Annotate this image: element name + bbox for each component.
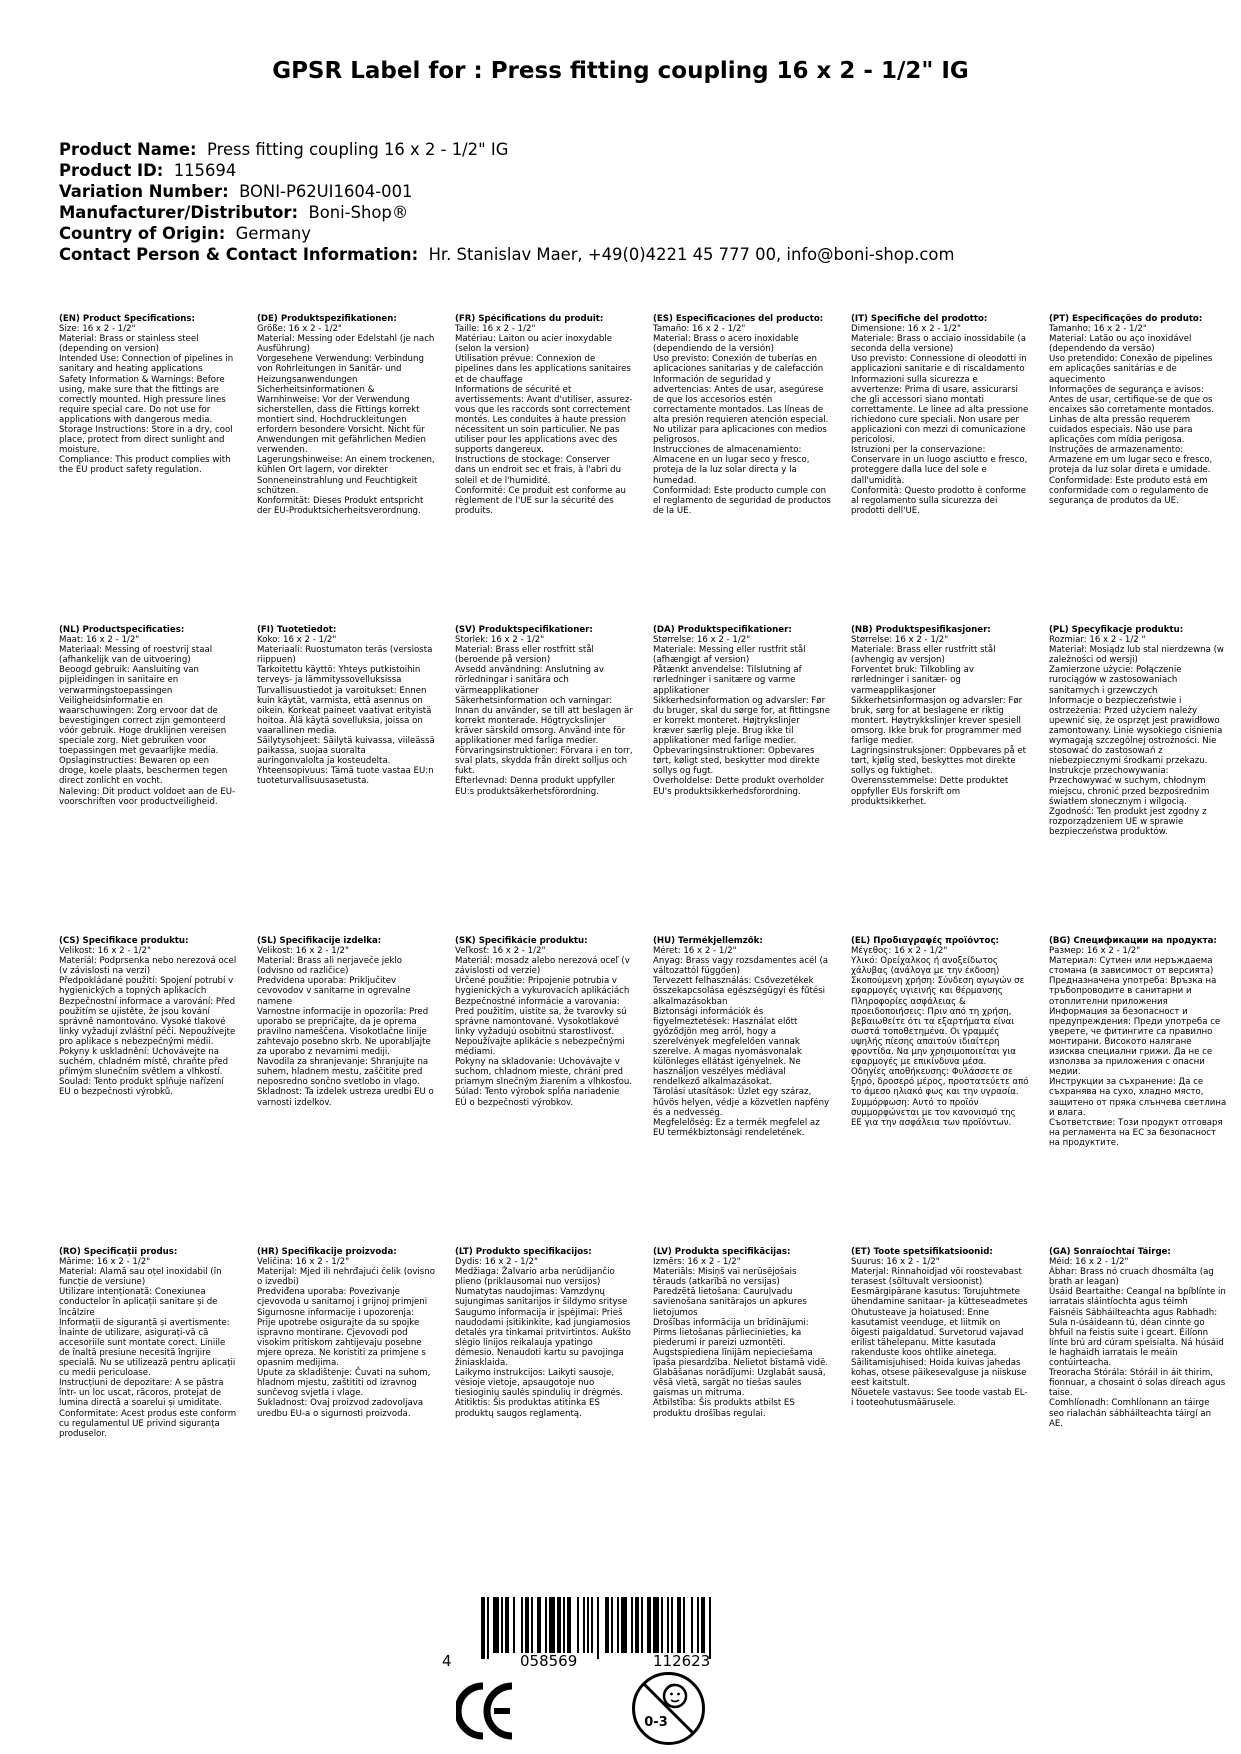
barcode-bar bbox=[557, 1597, 561, 1653]
manufacturer-label: Manufacturer/Distributor: bbox=[59, 203, 299, 222]
barcode-bar bbox=[583, 1597, 585, 1653]
barcode-bar bbox=[647, 1597, 651, 1653]
spec-text: Taille: 16 x 2 - 1/2" Matériau: Laiton ou acier inoxydable (selon la version) Utilisation prévue: Connexion de pipelines dans les applications sanitaires et de chauffage Informations de sécurité et avertissements: Avant d'utiliser, assurez-vous que les raccords sont correctement montés. Les conduites à haute pression nécessitent un soin particulier. Ne pas utiliser pour les applications avec des supports dangereux. Instructions de stockage: Conserver dans un endroit sec et frais, à l'abri du soleil et de l'humidité. Conformité: Ce produit est conforme au règlement de l'UE sur la sécurité des produits. bbox=[455, 324, 633, 516]
spec-block-sl bbox=[257, 936, 455, 1247]
barcode-bar bbox=[677, 1597, 681, 1653]
spec-heading: (EL) Προδιαγραφές προϊόντος: bbox=[851, 936, 999, 946]
spec-block-es bbox=[653, 314, 851, 625]
spec-text: Tamanho: 16 x 2 - 1/2" Material: Latão ou aço inoxidável (dependendo da versão) Uso pretendido: Conexão de pipelines em aplicações sanitárias e de aquecimento Informações de segurança e avisos: Antes de usar, certifique-se de que os encaixes são corretamente montados. Linhas de alta pressão requerem cuidados especiais. Não use para aplicações com mídia perigosa. Instruções de armazenamento: Armazene em um lugar seco e fresco, proteja da luz solar direta e umidade. Conformidade: Este produto está em conformidade com o regulamento de segurança de produtos da UE. bbox=[1049, 324, 1214, 506]
barcode-bar bbox=[563, 1597, 565, 1653]
variation-number-row bbox=[59, 181, 954, 202]
contact-row bbox=[59, 244, 954, 265]
spec-text: Tamaño: 16 x 2 - 1/2" Material: Brass o acero inoxidable (dependiendo de la versión) Uso previsto: Conexión de tuberías en aplicaciones sanitarias y de calefacción Información de seguridad y advertencias: Antes de usar, asegúrese de que los accesorios estén correctamente montados. Las líneas de alta presión requieren atención especial. No utilizar para aplicaciones con medios peligrosos. Instrucciones de almacenamiento: Almacene en un lugar seco y fresco, proteja de la luz solar directa y la humedad. Conformidad: Este producto cumple con el reglamento de seguridad de productos de la UE. bbox=[653, 324, 831, 516]
spec-heading: (DA) Produktspecifikationer: bbox=[653, 625, 792, 635]
page-title: GPSR Label for : Press fitting coupling 16 x 2 - 1/2" IG bbox=[272, 58, 969, 84]
contact-label: Contact Person & Contact Information: bbox=[59, 245, 419, 264]
spec-block-fr bbox=[455, 314, 653, 625]
spec-heading: (LT) Produkto specifikacijos: bbox=[455, 1247, 592, 1257]
barcode-digits-right: 112623 bbox=[653, 1652, 711, 1670]
country-of-origin-row bbox=[59, 223, 954, 244]
barcode-bar bbox=[537, 1597, 541, 1653]
spec-text: Veličina: 16 x 2 - 1/2" Materijal: Mjed ili nehrđajući čelik (ovisno o izvedbi) Predviđena uporaba: Povezivanje cjevovoda u sanitarnoj i grijnoj primjeni Sigurnosne informacije i upozorenja: Prije upotrebe osigurajte da su spojke ispravno montirane. Cjevovodi pod visokim pritiskom zahtijevaju posebne mjere opreza. Ne koristiti za primjene s opasnim medijima. Upute za skladištenje: Čuvati na suhom, hladnom mjestu, zaštititi od izravnog sunčevog svjetla i vlage. Sukladnost: Ovaj proizvod zadovoljava uredbu EU-a o sigurnosti proizvoda. bbox=[257, 1257, 435, 1419]
barcode-bar bbox=[661, 1597, 663, 1653]
spec-heading: (EN) Product Specifications: bbox=[59, 314, 195, 324]
barcode-bar bbox=[487, 1597, 489, 1659]
barcode-bar bbox=[525, 1597, 529, 1653]
spec-text: Размер: 16 x 2 - 1/2" Материал: Сутиен или неръждаема стомана (в зависимост от версията) Предназначена употреба: Връзка на тръбопроводите в санитарни и отоплителни приложения Информация за безопасност и предупреждения: Преди употреба се уверете, че фитингите са правилно монтирани. Високото налягане изисква специални грижи. Да не се използва за приложения с опасни медии. Инструкции за съхранение: Да се съхранява на сухо, хладно място, защитено от пряка слънчева светлина и влага. Съответствие: Този продукт отговаря на регламента на ЕС за безопасност на продуктите. bbox=[1049, 946, 1227, 1148]
spec-block-sk bbox=[455, 936, 653, 1247]
barcode-bar bbox=[513, 1597, 515, 1653]
variation-number-label: Variation Number: bbox=[59, 182, 229, 201]
spec-text: Storlek: 16 x 2 - 1/2" Material: Brass eller rostfritt stål (beroende på version) Avsedd användning: Anslutning av rörledningar i sanitära och värmeapplikationer Säkerhetsinformation och varningar: Innan du använder, se till att beslagen är korrekt monterade. Högtryckslinjer kräver särskild omsorg. Använd inte för applikationer med farliga medier. Förvaringsinstruktioner: Förvara i en torr, sval plats, skydda från direkt solljus och fukt. Efterlevnad: Denna produkt uppfyller EU:s produktsäkerhetsförordning. bbox=[455, 635, 633, 797]
barcode-bar bbox=[667, 1597, 669, 1653]
spec-block-ro bbox=[59, 1247, 257, 1558]
product-name-label: Product Name: bbox=[59, 140, 197, 159]
spec-heading: (FR) Spécifications du produit: bbox=[455, 314, 604, 324]
spec-block-cs bbox=[59, 936, 257, 1247]
spec-text: Koko: 16 x 2 - 1/2" Materiaali: Ruostumaton teräs (versiosta riippuen) Tarkoitettu käyttö: Yhteys putkistoihin terveys- ja lämmityssovelluksissa Turvallisuustiedot ja varoitukset: Ennen kuin käytät, varmista, että asennus on oikein. Korkeat paineet vaativat erityistä hoitoa. Älä käytä sovelluksia, joissa on vaarallinen media. Säilytysohjeet: Säilytä kuivassa, viileässä paikassa, suojaa suoralta auringonvalolta ja kosteudelta. Yhteensopivuus: Tämä tuote vastaa EU:n tuoteturvallisuusasetusta. bbox=[257, 635, 435, 787]
product-id-row bbox=[59, 160, 954, 181]
variation-number-value: BONI-P62UI1604-001 bbox=[239, 182, 413, 201]
spec-heading: (PL) Specyfikacje produktu: bbox=[1049, 625, 1184, 635]
barcode-bar bbox=[597, 1597, 599, 1659]
spec-text: Größe: 16 x 2 - 1/2" Material: Messing oder Edelstahl (je nach Ausführung) Vorgesehene Verwendung: Verbindung von Rohrleitungen in Sanitär- und Heizungsanwendungen Sicherheitsinformationen & Warnhinweise: Vor der Verwendung sicherstellen, dass die Fittings korrekt montiert sind. Hochdruckleitungen erfordern besondere Vorsicht. Nicht für Anwendungen mit gefährlichen Medien verwenden. Lagerungshinweise: An einem trockenen, kühlen Ort lagern, vor direkter Sonneneinstrahlung und Feuchtigkeit schützen. Konformität: Dieses Produkt entspricht der EU-Produktsicherheitsverordnung. bbox=[257, 324, 435, 516]
spec-heading: (NB) Produktspesifikasjoner: bbox=[851, 625, 991, 635]
barcode-bars bbox=[481, 1597, 781, 1653]
spec-block-el bbox=[851, 936, 1049, 1247]
spec-block-lv bbox=[653, 1247, 851, 1558]
barcode-bar bbox=[521, 1597, 523, 1653]
product-name-value: Press fitting coupling 16 x 2 - 1/2" IG bbox=[206, 140, 509, 159]
barcode-bar bbox=[697, 1597, 699, 1653]
spec-text: Rozmiar: 16 x 2 - 1/2 " Materiał: Mosiądz lub stal nierdzewna (w zależności od wersji) Zamierzone użycie: Połączenie rurociągów w zastosowaniach sanitarnych i grzewczych Informacje o bezpieczeństwie i ostrzeżenia: Przed użyciem należy upewnić się, że osprzęt jest prawidłowo zamontowany. Linie wysokiego ciśnienia wymagają szczególnej ostrożności. Nie stosować do zastosowań z niebezpiecznymi środkami przekazu. Instrukcje przechowywania: Przechowywać w suchym, chłodnym miejscu, chronić przed bezpośrednim światłem słonecznym i wilgocią. Zgodność: Ten produkt jest zgodny z rozporządzeniem UE w sprawie bezpieczeństwa produktów. bbox=[1049, 635, 1224, 837]
age-warning-icon bbox=[630, 1670, 707, 1747]
barcode-bar bbox=[653, 1597, 659, 1653]
contact-value: Hr. Stanislav Maer, +49(0)4221 45 777 00, info@boni-shop.com bbox=[428, 245, 955, 264]
spec-text: Izmērs: 16 x 2 - 1/2" Materiāls: Misiņš vai nerūsējošais tērauds (atkarībā no versijas) Paredzētā lietošana: Cauruļvadu savienošana sanitārajos un apkures lietojumos Drošības informācija un brīdinājumi: Pirms lietošanas pārliecinieties, ka piederumi ir pareizi uzmontēti. Augstspiediena līnijām nepieciešama īpaša piesardzība. Nelietot bīstamā vidē. Glabāšanas norādījumi: Uzglabāt sausā, vēsā vietā, sargāt no tiešas saules gaismas un mitruma. Atbilstība: Šis produkts atbilst ES produktu drošības regulai. bbox=[653, 1257, 829, 1419]
spec-block-nl bbox=[59, 625, 257, 936]
spec-block-lt bbox=[455, 1247, 653, 1558]
barcode-bar bbox=[691, 1597, 693, 1653]
spec-block-fi bbox=[257, 625, 455, 936]
barcode-bar bbox=[635, 1597, 639, 1653]
barcode-bar bbox=[549, 1597, 555, 1653]
barcode-bar bbox=[641, 1597, 643, 1653]
country-of-origin-label: Country of Origin: bbox=[59, 224, 226, 243]
spec-heading: (BG) Спецификации на продукта: bbox=[1049, 936, 1217, 946]
spec-block-en bbox=[59, 314, 257, 625]
spec-text: Méret: 16 x 2 - 1/2" Anyag: Brass vagy rozsdamentes acél (a változattól függően) Tervezett felhasználás: Csővezetékek összekapcsolása egészségügyi és fűtési alkalmazásokban Biztonsági információk és figyelmeztetések: Használat előtt győződjön meg arról, hogy a szerelvények megfelelően vannak szerelve. A magas nyomásvonalak különleges ellátást igényelnek. Ne használjon veszélyes médiával rendelkező alkalmazásokat. Tárolási utasítások: Üzlet egy száraz, hűvös helyen, védje a közvetlen napfény és a nedvesség. Megfelelőség: Ez a termék megfelel az EU termékbiztonsági rendeletének. bbox=[653, 946, 830, 1138]
barcode-bar bbox=[631, 1597, 633, 1653]
barcode-bar bbox=[531, 1597, 533, 1653]
spec-heading: (HU) Termékjellemzők: bbox=[653, 936, 763, 946]
barcode-digit-left: 4 bbox=[442, 1652, 452, 1670]
product-id-label: Product ID: bbox=[59, 161, 164, 180]
product-info bbox=[59, 139, 954, 265]
spec-block-et bbox=[851, 1247, 1049, 1558]
barcode-bar bbox=[493, 1597, 499, 1653]
spec-heading: (PT) Especificações do produto: bbox=[1049, 314, 1203, 324]
ean-barcode bbox=[440, 1597, 820, 1671]
spec-heading: (IT) Specifiche del prodotto: bbox=[851, 314, 988, 324]
spec-heading: (SV) Produktspecifikationer: bbox=[455, 625, 593, 635]
spec-heading: (CS) Specifikace produktu: bbox=[59, 936, 189, 946]
spec-text: Suurus: 16 x 2 - 1/2" Materjal: Rinnahoidjad või roostevabast terasest (sõltuvalt versioonist) Eesmärgipärane kasutus: Torujuhtmete ühendamine sanitaar- ja kütteseadmetes Ohutusteave ja hoiatused: Enne kasutamist veenduge, et liitmik on õigesti paigaldatud. Survetorud vajavad erilist tähelepanu. Mitte kasutada rakenduste koos ohtlike ainetega. Säilitamisjuhised: Hoida kuivas jahedas kohas, otsese päikesevalguse ja niiskuse eest kaitstult. Nõuetele vastavus: See toode vastab EL-i tooteohutusmäärusele. bbox=[851, 1257, 1028, 1409]
spec-block-bg bbox=[1049, 936, 1241, 1247]
barcode-bar bbox=[481, 1597, 485, 1659]
spec-text: Μέγεθος: 16 x 2 - 1/2" Υλικό: Ορείχαλκος ή ανοξείδωτος χάλυβας (ανάλογα με την έκδοση) Σκοπούμενη χρήση: Σύνδεση αγωγών σε εφαρμογές υγιεινής και θέρμανσης Πληροφορίες ασφάλειας & προειδοποιήσεις: Πριν από τη χρήση, βεβαιωθείτε ότι τα εξαρτήματα είναι σωστά τοποθετημένα. Οι γραμμές υψηλής πίεσης απαιτούν ιδιαίτερη φροντίδα. Να μην χρησιμοποιείται για εφαρμογές με επικίνδυνα μέσα. Οδηγίες αποθήκευσης: Φυλάσσετε σε ξηρό, δροσερό μέρος, προστατεύετε από το άμεσο ηλιακό φως και την υγρασία. Συμμόρφωση: Αυτό το προϊόν συμμορφώνεται με τον κανονισμό της ΕΕ για την ασφάλεια των προϊόντων. bbox=[851, 946, 1029, 1128]
spec-block-pt bbox=[1049, 314, 1241, 625]
spec-text: Méid: 16 x 2 - 1/2" Ábhar: Brass nó cruach dhosmálta (ag brath ar leagan) Úsáid Beartaithe: Ceangal na bpíblínte in iarratais sláintíochta agus téimh Faisnéis Sábháilteachta agus Rabhadh: Sula n-úsáideann tú, déan cinnte go bhfuil na feistis suite i gceart. Éilíonn línte brú ard cúram speisialta. Ná húsáid le haghaidh iarratais le meáin contúirteacha. Treoracha Stórála: Stóráil in áit thirim, fionnuar, a chosaint ó solas díreach agus taise. Comhlíonadh: Comhlíonann an táirge seo rialachán sábháilteachta táirgí an AE. bbox=[1049, 1257, 1226, 1429]
barcode-bar bbox=[545, 1597, 547, 1653]
barcode-bar bbox=[683, 1597, 685, 1653]
spec-text: Velikost: 16 x 2 - 1/2" Material: Brass ali nerjaveče jeklo (odvisno od različice) Predvidena uporaba: Priključitev cevovodov v sanitarne in ogrevalne namene Varnostne informacije in opozorila: Pred uporabo se prepričajte, da je oprema pravilno nameščena. Visokotlačne linije zahtevajo posebno skrb. Ne uporabljajte za uporabo z nevarnimi mediji. Navodila za shranjevanje: Shranjujte na suhem, hladnem mestu, zaščitite pred neposredno sončno svetlobo in vlago. Skladnost: Ta izdelek ustreza uredbi EU o varnosti izdelkov. bbox=[257, 946, 434, 1108]
product-id-value: 115694 bbox=[173, 161, 237, 180]
barcode-bar bbox=[505, 1597, 509, 1653]
age-label: 0-3 bbox=[644, 1715, 668, 1730]
spec-text: Dydis: 16 x 2 - 1/2" Medžiaga: Žalvario arba nerūdijančio plieno (priklausomai nuo versijos) Numatytas naudojimas: Vamzdynų sujungimas sanitarijos ir šildymo srityse Saugumo informacija ir įspėjimai: Prieš naudodami įsitikinkite, kad jungiamosios detalės yra tinkamai pritvirtintos. Aukšto slėgio linijos reikalauja ypatingo dėmesio. Nenaudoti kartu su pavojinga žiniasklaida. Laikymo instrukcijos: Laikyti sausoje, vėsioje vietoje, apsaugotoje nuo tiesioginių saulės spindulių ir drėgmės. Atitiktis: Šis produktas atitinka ES produktų saugos reglamentą. bbox=[455, 1257, 631, 1419]
barcode-bar bbox=[701, 1597, 705, 1653]
spec-block-sv bbox=[455, 625, 653, 936]
barcode-bar bbox=[591, 1597, 593, 1653]
spec-block-nb bbox=[851, 625, 1049, 936]
barcode-bar bbox=[671, 1597, 673, 1653]
barcode-bar bbox=[577, 1597, 579, 1653]
spec-text: Maat: 16 x 2 - 1/2" Materiaal: Messing of roestvrij staal (afhankelijk van de uitvoering) Beoogd gebruik: Aansluiting van pijpleidingen in sanitaire en verwarmingstoepassingen Veiligheidsinformatie en waarschuwingen: Zorg ervoor dat de bevestigingen correct zijn gemonteerd vóór gebruik. Hoge druklijnen vereisen speciale zorg. Niet gebruiken voor toepassingen met gevaarlijke media. Opslaginstructies: Bewaren op een droge, koele plaats, beschermen tegen direct zonlicht en vocht. Naleving: Dit product voldoet aan de EU-voorschriften voor productveiligheid. bbox=[59, 635, 236, 807]
spec-heading: (NL) Productspecificaties: bbox=[59, 625, 185, 635]
spec-heading: (SK) Špecifikácie produktu: bbox=[455, 936, 588, 946]
spec-text: Veľkosť: 16 x 2 - 1/2" Materiál: mosadz alebo nerezová oceľ (v závislosti od verzie) Určené použitie: Pripojenie potrubia v hygienických a vykurovacích aplikáciách Bezpečnostné informácie a varovania: Pred použitím, uistite sa, že tvarovky sú správne namontované. Vysokotlakové linky vyžadujú osobitnú starostlivosť. Nepoužívajte aplikácie s nebezpečnými médiami. Pokyny na skladovanie: Uchovávajte v suchom, chladnom mieste, chráni pred priamym slnečným žiarením a vlhkosťou. Súlad: Tento výrobok spĺňa nariadenie EÚ o bezpečnosti výrobkov. bbox=[455, 946, 633, 1108]
ce-mark-icon bbox=[456, 1680, 516, 1742]
spec-block-it bbox=[851, 314, 1049, 625]
barcode-bar bbox=[605, 1597, 609, 1653]
manufacturer-value: Boni-Shop® bbox=[308, 203, 409, 222]
spec-heading: (GA) Sonraíochtaí Táirge: bbox=[1049, 1247, 1171, 1257]
spec-heading: (SL) Specifikacije izdelka: bbox=[257, 936, 382, 946]
spec-block-hr bbox=[257, 1247, 455, 1558]
spec-heading: (HR) Specifikacije proizvoda: bbox=[257, 1247, 397, 1257]
country-of-origin-value: Germany bbox=[235, 224, 312, 243]
spec-text: Size: 16 x 2 - 1/2" Material: Brass or stainless steel (depending on version) Intended Use: Connection of pipelines in sanitary and heating applications Safety Information & Warnings: Before using, make sure that the fittings are correctly mounted. High pressure lines require special care. Do not use for applications with dangerous media. Storage Instructions: Store in a dry, cool place, protect from direct sunlight and moisture. Compliance: This product complies with the EU product safety regulation. bbox=[59, 324, 234, 476]
spec-text: Størrelse: 16 x 2 - 1/2" Materiale: Brass eller rustfritt stål (avhengig av versjon) Forventet bruk: Tilkobling av rørledninger i sanitær- og varmeapplikasjoner Sikkerhetsinformasjon og advarsler: Før bruk, sørg for at beslagene er riktig montert. Høytrykkslinjer krever spesiell omsorg. Ikke bruk for programmer med farlige medier. Lagringsinstruksjoner: Oppbevares på et tørt, kjølig sted, beskyttes mot direkte sollys og fuktighet. Overensstemmelse: Dette produktet oppfyller EUs forskrift om produktsikkerhet. bbox=[851, 635, 1027, 807]
spec-block-de bbox=[257, 314, 455, 625]
spec-text: Størrelse: 16 x 2 - 1/2" Materiale: Messing eller rustfrit stål (afhængigt af version) Påtænkt anvendelse: Tilslutning af rørledninger i sanitære og varme applikationer Sikkerhedsinformation og advarsler: Før du bruger, skal du sørge for, at fittingsne er korrekt monteret. Højtrykslinjer kræver særlig pleje. Brug ikke til applikationer med farlige medier. Opbevaringsinstruktioner: Opbevares tørt, køligt sted, beskytter mod direkte sollys og fugt. Overholdelse: Dette produkt overholder EU's produktsikkerhedsforordning. bbox=[653, 635, 831, 797]
barcode-digits-middle: 058569 bbox=[520, 1652, 578, 1670]
product-name-row bbox=[59, 139, 954, 160]
manufacturer-row bbox=[59, 202, 954, 223]
barcode-bar bbox=[621, 1597, 627, 1653]
barcode-bar bbox=[617, 1597, 619, 1653]
barcode-bar bbox=[611, 1597, 613, 1653]
spec-heading: (ET) Toote spetsifikatsioonid: bbox=[851, 1247, 993, 1257]
spec-block-da bbox=[653, 625, 851, 936]
spec-block-pl bbox=[1049, 625, 1241, 936]
barcode-bar bbox=[709, 1597, 711, 1659]
spec-block-ga bbox=[1049, 1247, 1241, 1558]
spec-text: Mărime: 16 x 2 - 1/2" Material: Alamă sau oțel inoxidabil (în funcție de versiune) Utilizare intenționată: Conexiunea conductelor în aplicații sanitare și de încălzire Informații de siguranță și avertismente: Înainte de utilizare, asigurați-vă că accesoriile sunt montate corect. Liniile de înaltă presiune necesită îngrijire specială. Nu se utilizează pentru aplicații cu medii periculoase. Instrucțiuni de depozitare: A se păstra într- un loc uscat, răcoros, protejat de lumina directă a soarelui și umiditate. Conformitate: Acest produs este conform cu regulamentul UE privind siguranța produselor. bbox=[59, 1257, 237, 1439]
spec-heading: (ES) Especificaciones del producto: bbox=[653, 314, 824, 324]
barcode-bar bbox=[501, 1597, 503, 1653]
barcode-bar bbox=[567, 1597, 571, 1653]
spec-heading: (LV) Produkta specifikācijas: bbox=[653, 1247, 791, 1257]
spec-heading: (RO) Specificații produs: bbox=[59, 1247, 178, 1257]
spec-grid bbox=[59, 314, 1239, 1559]
spec-text: Dimensione: 16 x 2 - 1/2" Materiale: Brass o acciaio inossidabile (a seconda della versione) Uso previsto: Connessione di oleodotti in applicazioni sanitarie e di riscaldamento Informazioni sulla sicurezza e avvertenze: Prima di usare, assicurarsi che gli accessori siano montati correttamente. Le linee ad alta pressione richiedono cure speciali. Non usare per applicazioni con mezzi di comunicazione pericolosi. Istruzioni per la conservazione: Conservare in un luogo asciutto e fresco, proteggere dalla luce del sole e dall'umidità. Conformità: Questo prodotto è conforme al regolamento sulla sicurezza dei prodotti dell'UE. bbox=[851, 324, 1029, 516]
spec-text: Velikost: 16 x 2 - 1/2" Materiál: Podprsenka nebo nerezová ocel (v závislosti na verzi) Předpokládané použití: Spojení potrubí v hygienických a topných aplikacích Bezpečnostní informace a varování: Před použitím se ujistěte, že jsou kování správně namontováno. Vysoké tlakové linky vyžadují zvláštní péči. Nepoužívejte pro aplikace s nebezpečnými médii. Pokyny k uskladnění: Uchovávejte na suchém, chladném místě, chraňte před přímým slunečním světlem a vlhkostí. Soulad: Tento produkt splňuje nařízení EU o bezpečnosti výrobků. bbox=[59, 946, 237, 1098]
spec-block-hu bbox=[653, 936, 851, 1247]
barcode-bar bbox=[587, 1597, 589, 1653]
spec-heading: (DE) Produktspezifikationen: bbox=[257, 314, 397, 324]
spec-heading: (FI) Tuotetiedot: bbox=[257, 625, 337, 635]
